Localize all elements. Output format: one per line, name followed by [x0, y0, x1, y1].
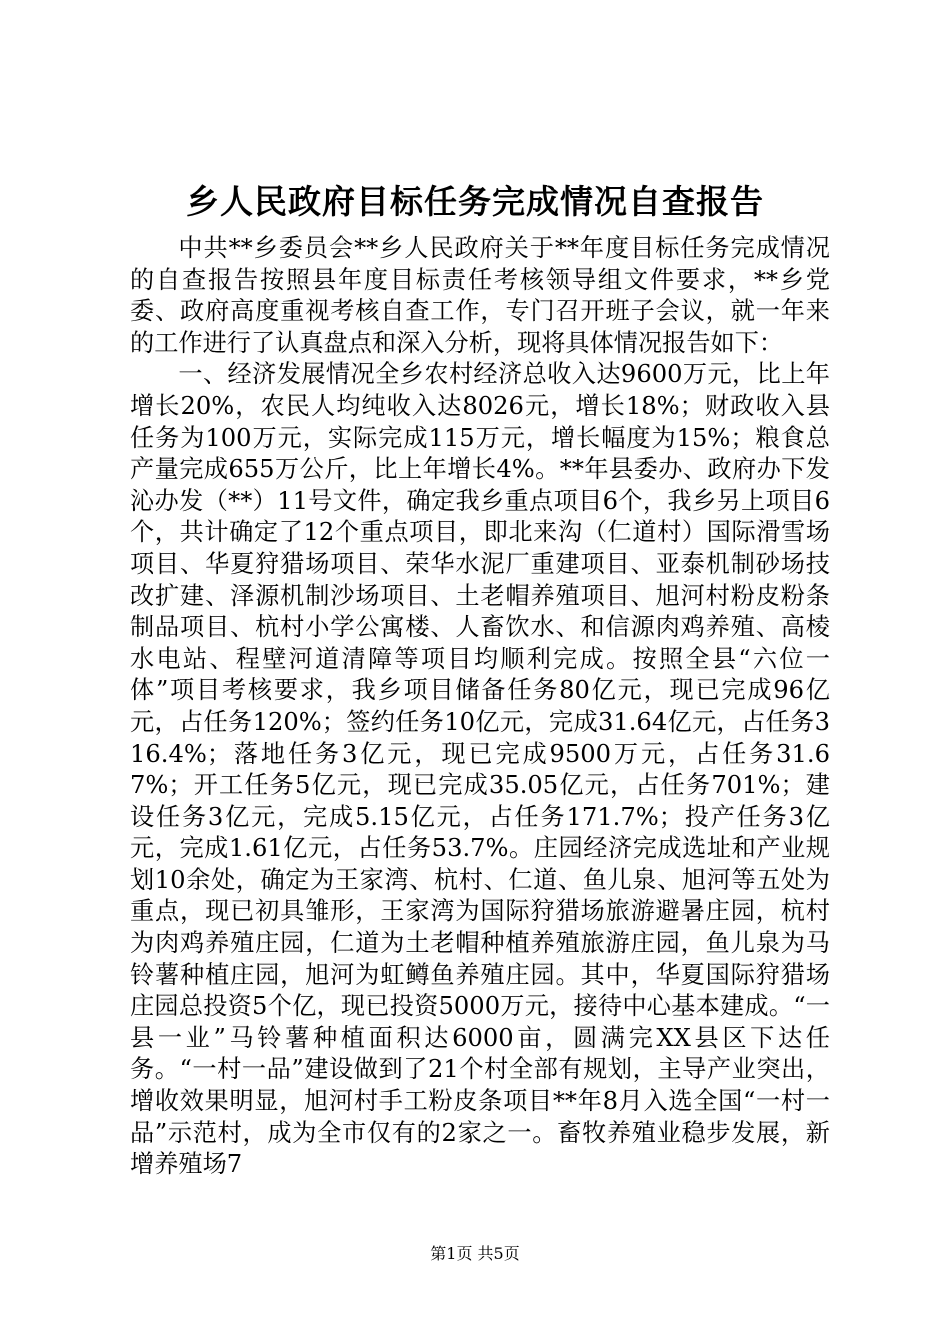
page-number-footer: 第1页 共5页 — [430, 1244, 520, 1263]
paragraph-economic-development: 一、经济发展情况全乡农村经济总收入达9600万元，比上年增长20%，农民人均纯收入达8026元，增长18%；财政收入县任务为100万元，实际完成115万元，增长幅度为15%；粮食总产量完成655万公斤，比上年增长4%。**年县委办、政府办下发沁办发（**）11号文件，确定我乡重点项目6个，我乡另上项目6个，共计确定了12个重点项目，即北来沟（仁道村）国际滑雪场项目、华夏狩猎场项目、荣华水泥厂重建项目、亚泰机制砂场技改扩建、泽源机制沙场项目、土老帽养殖项目、旭河村粉皮粉条制品项目、杭村小学公寓楼、人畜饮水、和信源肉鸡养殖、高棱水电站、程壁河道清障等项目均顺利完成。按照全县“六位一体”项目考核要求，我乡项目储备任务80亿元，现已完成96亿元，占任务120%；签约任务10亿元，完成31.64亿元，占任务316.4%；落地任务3亿元，现已完成9500万元，占任务31.67%；开工任务5亿元，现已完成35.05亿元，占任务701%；建设任务3亿元，完成5.15亿元，占任务171.7%；投产任务3亿元，完成1.61亿元，占任务53.7%。庄园经济完成选址和产业规划10余处，确定为王家湾、杭村、仁道、鱼儿泉、旭河等五处为重点，现已初具雏形，王家湾为国际狩猎场旅游避暑庄园，杭村为肉鸡养殖庄园，仁道为土老帽种植养殖旅游庄园，鱼儿泉为马铃薯种植庄园，旭河为虹鳟鱼养殖庄园。其中，华夏国际狩猎场庄园总投资5个亿，现已投资5000万元，接待中心基本建成。“一县一业”马铃薯种植面积达6000亩，圆满完XX县区下达任务。“一村一品”建设做到了21个村全部有规划，主导产业突出，增收效果明显，旭河村手工粉皮条项目**年8月入选全国“一村一品”示范村，成为全市仅有的2家之一。畜牧养殖业稳步发展，新增养殖场7 — [130, 360, 830, 1179]
document-title: 乡人民政府目标任务完成情况自查报告 — [186, 182, 764, 221]
paragraph-intro: 中共**乡委员会**乡人民政府关于**年度目标任务完成情况的自查报告按照县年度目标责任考核领导组文件要求，**乡党委、政府高度重视考核自查工作，专门召开班子会议，就一年来的工作进行了认真盘点和深入分析，现将具体情况报告如下： — [130, 234, 830, 357]
document-body — [130, 233, 830, 1181]
